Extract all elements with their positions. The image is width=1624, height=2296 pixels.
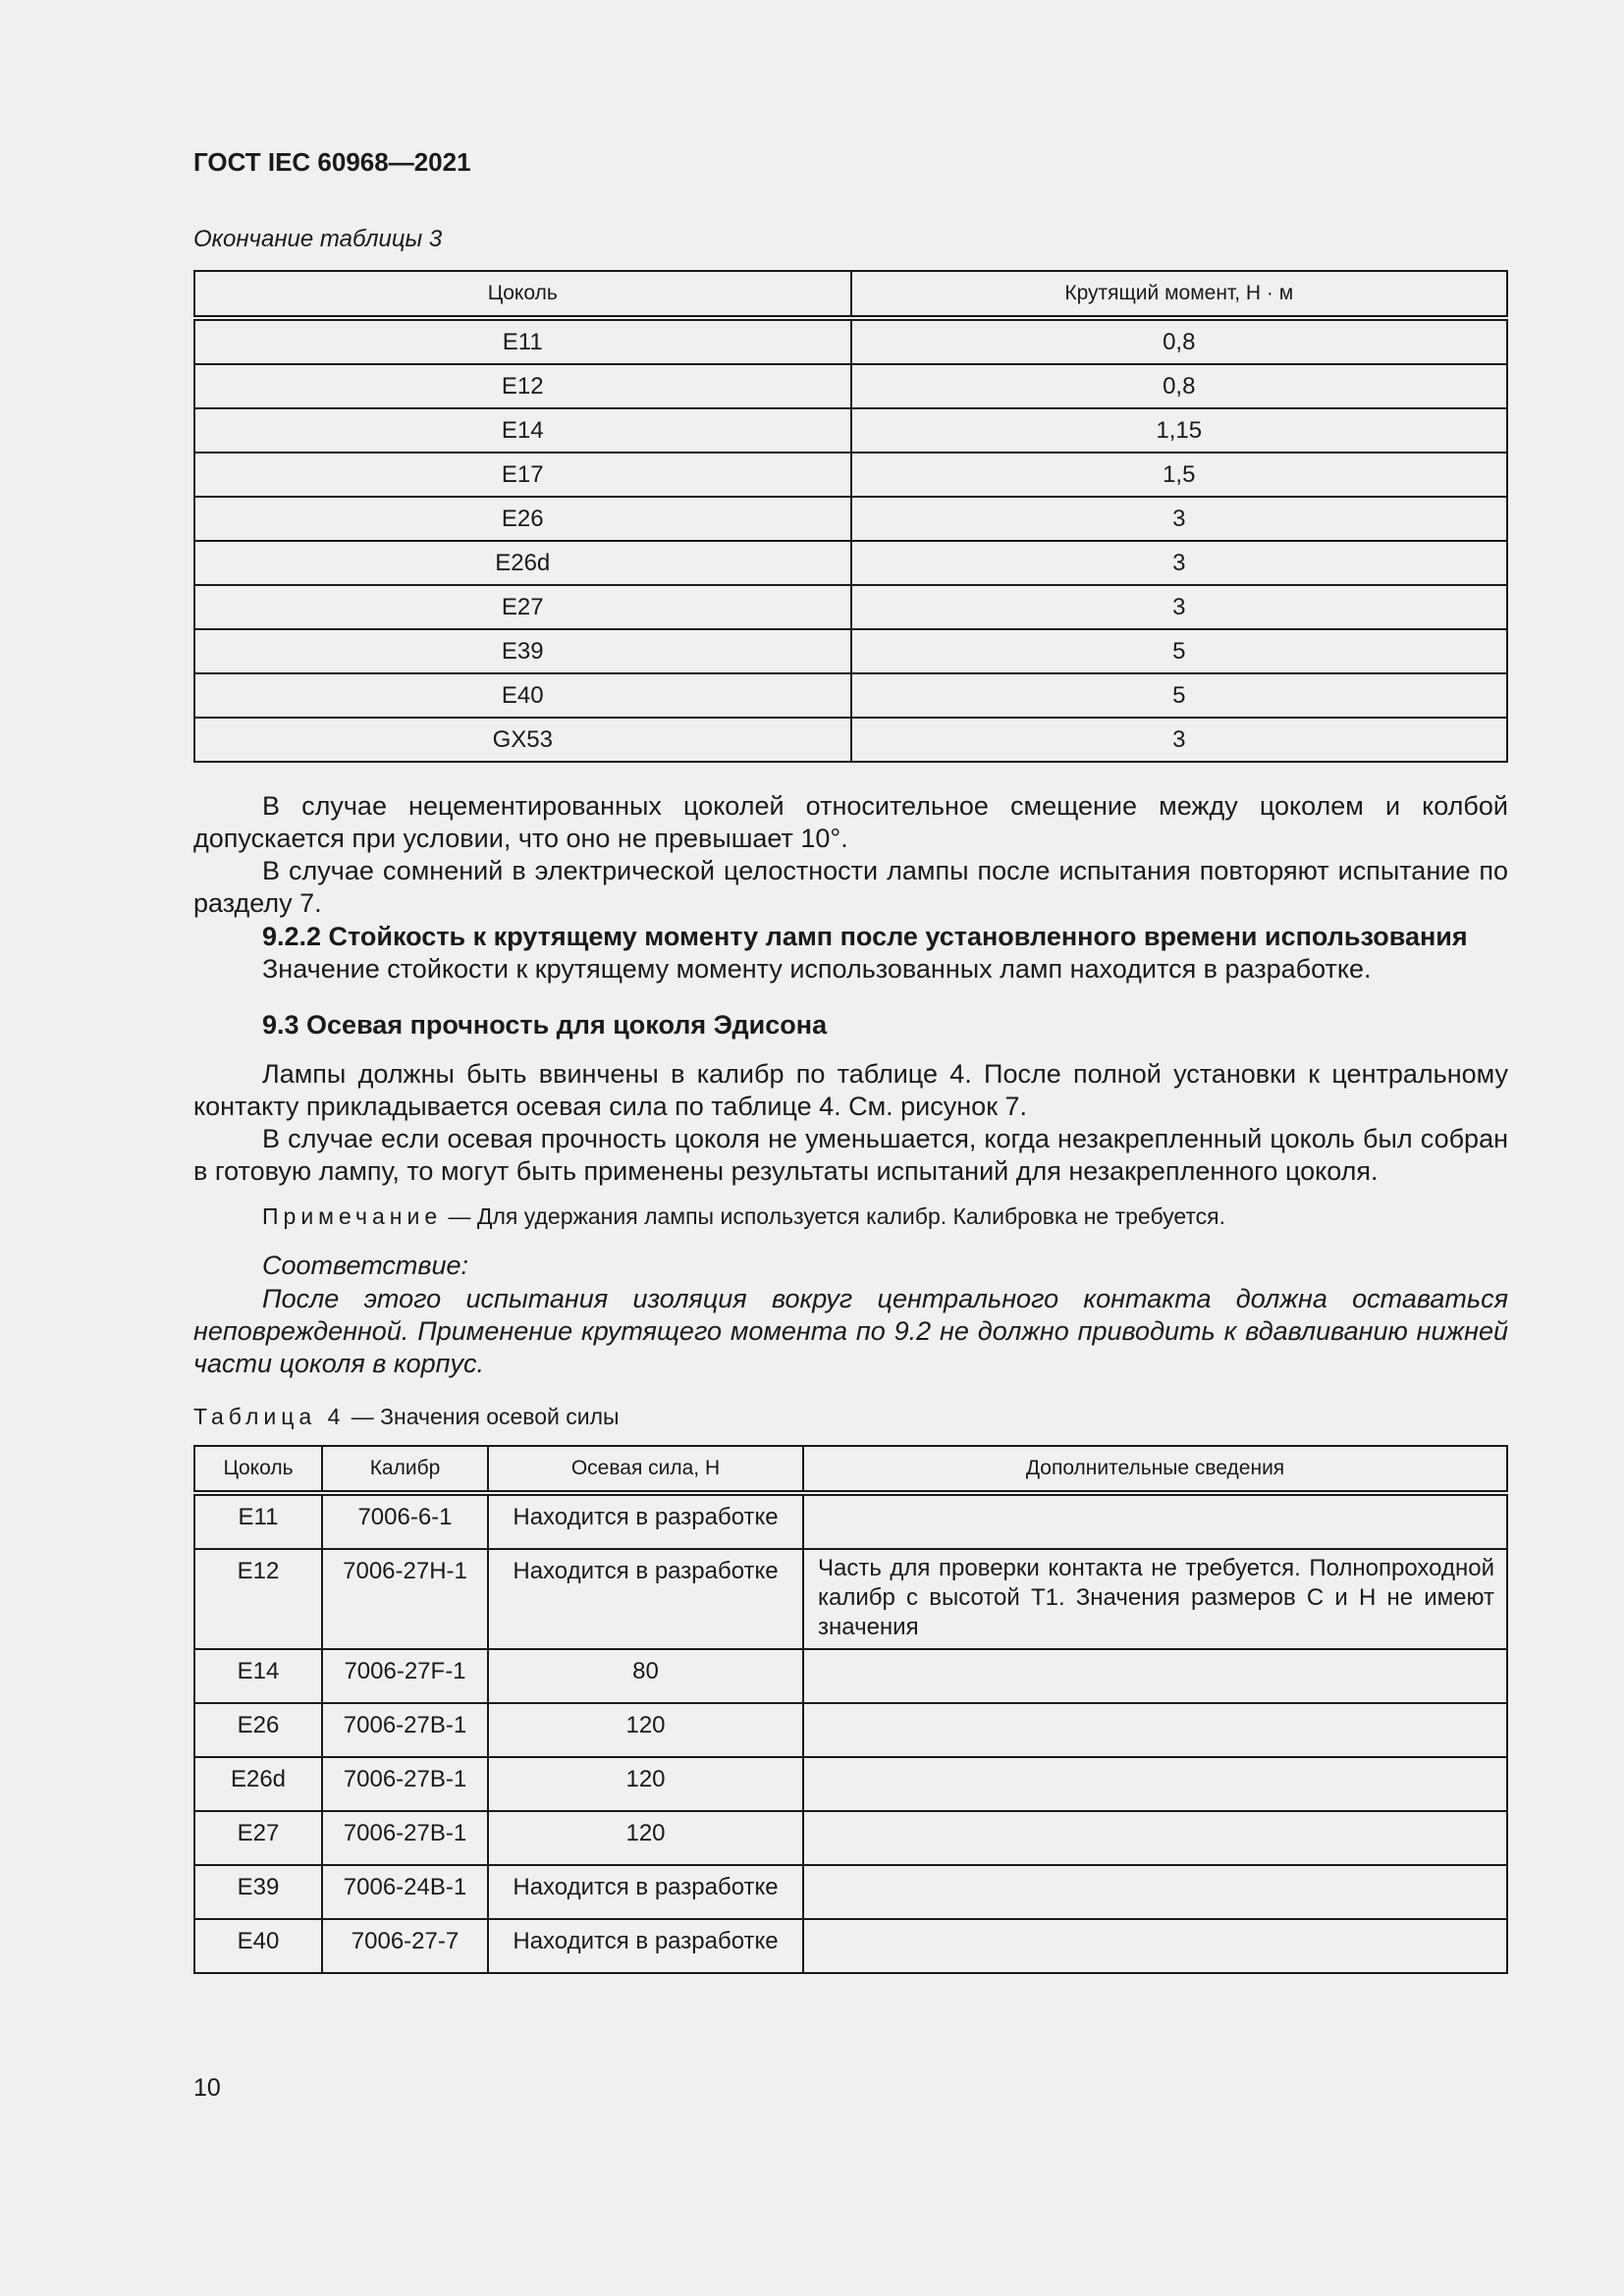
table-row — [194, 1549, 1507, 1649]
table-row — [194, 1703, 1507, 1757]
table-cell: E39 — [194, 1865, 322, 1919]
table-cell: 120 — [488, 1811, 803, 1865]
table-cell: 120 — [488, 1703, 803, 1757]
column-header: Цоколь — [194, 271, 851, 318]
table-cell: 7006-27H-1 — [322, 1549, 488, 1649]
table4-caption-label: Таблица 4 — [193, 1404, 346, 1429]
table-cell: 5 — [851, 629, 1508, 673]
table-cell — [803, 1811, 1507, 1865]
table-cell: E26d — [194, 1757, 322, 1811]
table-row — [194, 1919, 1507, 1973]
table-cell: E40 — [194, 673, 851, 718]
table-cell: 7006-6-1 — [322, 1493, 488, 1549]
table-cell: E40 — [194, 1919, 322, 1973]
table-cell: E12 — [194, 1549, 322, 1649]
table-cell: 80 — [488, 1649, 803, 1703]
compliance-text: После этого испытания изоляция вокруг центрального контакта должна оставаться неповрежденной. Применение крутящего момента по 9.2 не должно приводить к вдавливанию нижней части цоколя в корпус. — [193, 1284, 1508, 1378]
table-header-row — [194, 1446, 1507, 1493]
table4-caption — [193, 1404, 620, 1430]
column-header: Цоколь — [194, 1446, 322, 1493]
table-row — [194, 629, 1507, 673]
table-cell: E26d — [194, 541, 851, 585]
table-cell — [803, 1865, 1507, 1919]
table-cell: E11 — [194, 318, 851, 364]
table-cell: E27 — [194, 1811, 322, 1865]
table-cell: 7006-27-7 — [322, 1919, 488, 1973]
table-row — [194, 1757, 1507, 1811]
table-row — [194, 541, 1507, 585]
table-cell: 7006-24B-1 — [322, 1865, 488, 1919]
page-number: 10 — [193, 2074, 221, 2102]
paragraph-electrical-integrity: В случае сомнений в электрической целостности лампы после испытания повторяют испытание по разделу 7. — [193, 856, 1508, 918]
section-heading-9-3: 9.3 Осевая прочность для цоколя Эдисона — [262, 1010, 828, 1040]
table-row — [194, 453, 1507, 497]
table-cell — [803, 1493, 1507, 1549]
table-row — [194, 673, 1507, 718]
table-row — [194, 408, 1507, 453]
compliance-label: Соответствие: — [262, 1251, 469, 1280]
table-cell: E11 — [194, 1493, 322, 1549]
note-text: — Для удержания лампы используется калибр. Калибровка не требуется. — [442, 1203, 1225, 1229]
column-header: Осевая сила, Н — [488, 1446, 803, 1493]
table-row — [194, 497, 1507, 541]
table-row — [194, 1493, 1507, 1549]
table-cell — [803, 1703, 1507, 1757]
table-cell: E26 — [194, 1703, 322, 1757]
document-header: ГОСТ IEC 60968—2021 — [193, 147, 471, 177]
column-header: Дополнительные сведения — [803, 1446, 1507, 1493]
table-cell: 3 — [851, 541, 1508, 585]
table-cell: 1,5 — [851, 453, 1508, 497]
table-cell: 5 — [851, 673, 1508, 718]
column-header: Калибр — [322, 1446, 488, 1493]
table-cell: E12 — [194, 364, 851, 408]
table-row — [194, 1865, 1507, 1919]
table3-caption: Окончание таблицы 3 — [193, 226, 443, 252]
table-cell: 3 — [851, 585, 1508, 629]
table4-caption-text: — Значения осевой силы — [345, 1404, 620, 1429]
table-cell: 120 — [488, 1757, 803, 1811]
table-cell — [803, 1649, 1507, 1703]
table-row — [194, 1649, 1507, 1703]
table-cell: 3 — [851, 718, 1508, 762]
table-cell: Находится в разработке — [488, 1919, 803, 1973]
table-cell: E14 — [194, 1649, 322, 1703]
table-cell: E39 — [194, 629, 851, 673]
table-cell: 7006-27B-1 — [322, 1757, 488, 1811]
table3 — [193, 270, 1508, 763]
table-cell: 1,15 — [851, 408, 1508, 453]
table-cell: Находится в разработке — [488, 1549, 803, 1649]
paragraph-used-lamps: Значение стойкости к крутящему моменту использованных ламп находится в разработке. — [262, 954, 1372, 984]
column-header: Крутящий момент, Н · м — [851, 271, 1508, 318]
section-heading-9-2-2: 9.2.2 Стойкость к крутящему моменту ламп после установленного времени использования — [262, 922, 1468, 951]
table-cell: 3 — [851, 497, 1508, 541]
table4 — [193, 1445, 1508, 1974]
table-row — [194, 585, 1507, 629]
table-cell: 7006-27B-1 — [322, 1703, 488, 1757]
table-cell: GX53 — [194, 718, 851, 762]
table-row — [194, 1811, 1507, 1865]
table-cell: 7006-27F-1 — [322, 1649, 488, 1703]
table-cell: E27 — [194, 585, 851, 629]
paragraph-axial-force: Лампы должны быть ввинчены в калибр по таблице 4. После полной установки к центральному контакту прикладывается осевая сила по таблице 4. См. рисунок 7. — [193, 1059, 1508, 1121]
table-cell: E26 — [194, 497, 851, 541]
table-cell: 7006-27B-1 — [322, 1811, 488, 1865]
table-cell: E14 — [194, 408, 851, 453]
table-row — [194, 318, 1507, 364]
table-row — [194, 364, 1507, 408]
table-header-row — [194, 271, 1507, 318]
note — [262, 1203, 1225, 1230]
table-cell: 0,8 — [851, 364, 1508, 408]
table-cell: Часть для проверки контакта не требуется. Полнопроходной калибр с высотой T1. Значения размеров C и H не имеют значения — [803, 1549, 1507, 1649]
table-row — [194, 718, 1507, 762]
table-cell: Находится в разработке — [488, 1493, 803, 1549]
table-cell — [803, 1919, 1507, 1973]
table-cell: 0,8 — [851, 318, 1508, 364]
table-cell: E17 — [194, 453, 851, 497]
table-cell — [803, 1757, 1507, 1811]
paragraph-assembled-lamp: В случае если осевая прочность цоколя не уменьшается, когда незакрепленный цоколь был собран в готовую лампу, то могут быть применены результаты испытаний для незакрепленного цоколя. — [193, 1124, 1508, 1186]
note-label: Примечание — [262, 1203, 443, 1229]
table-cell: Находится в разработке — [488, 1865, 803, 1919]
paragraph-unsealed-caps: В случае нецементированных цоколей относительное смещение между цоколем и колбой допускается при условии, что оно не превышает 10°. — [193, 791, 1508, 853]
